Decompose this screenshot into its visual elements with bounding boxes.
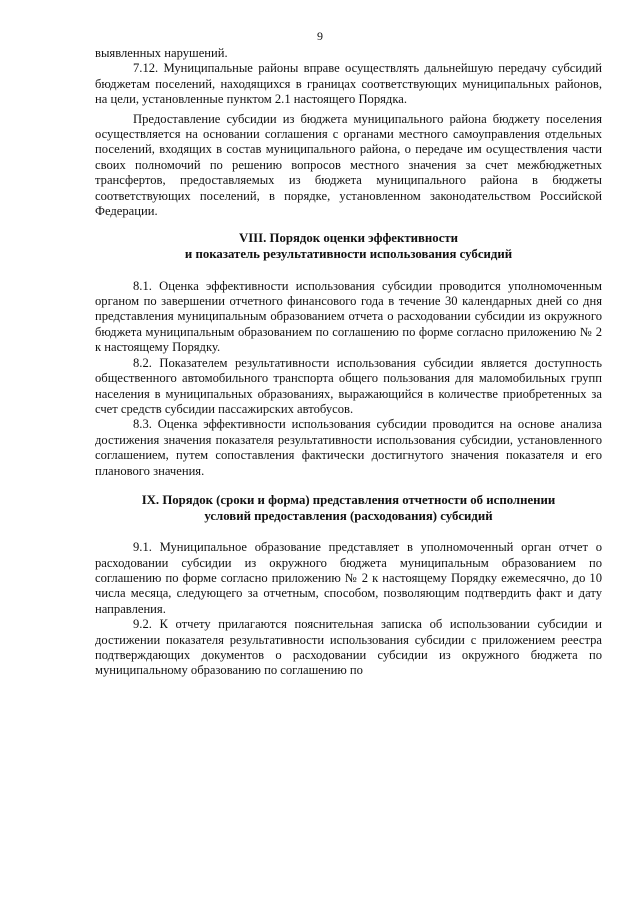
document-body bbox=[95, 46, 602, 679]
paragraph-7-12: 7.12. Муниципальные районы вправе осуществлять дальнейшую передачу субсидий бюджетам поселений, находящихся в границах соответствующих муниципальных районов, на цели, установленные пунктом 2.1 настоящего Порядка. bbox=[95, 61, 602, 107]
paragraph-8-1: 8.1. Оценка эффективности использования субсидии проводится уполномоченным органом по завершении отчетного финансового года в течение 30 календарных дней со дня представления муниципальным образованием отчета о расходовании субсидии из окружного бюджета муниципальным образованием по соглашению по форме согласно приложению № 2 к настоящему Порядку. bbox=[95, 278, 602, 355]
paragraph-9-2: 9.2. К отчету прилагаются пояснительная записка об использовании субсидии и достижении показателя результативности использования субсидии с приложением реестра подтверждающих документов о расходовании субсидии из окружного бюджета по муниципальному образованию по соглашению по bbox=[95, 617, 602, 678]
section-heading-9-line1: IX. Порядок (сроки и форма) представления отчетности об исполнении bbox=[141, 492, 556, 507]
section-heading-9 bbox=[95, 493, 602, 524]
paragraph-9-1: 9.1. Муниципальное образование представляет в уполномоченный орган отчет о расходовании субсидии из окружного бюджета муниципальным образованием по соглашению по форме согласно приложению № 2 к настоящему Порядку ежемесячно, до 10 числа месяца, следующего за отчетным, способом, позволяющим подтвердить факт и дату направления. bbox=[95, 540, 602, 616]
section-heading-8 bbox=[95, 231, 602, 262]
section-heading-8-line2: и показатель результативности использования субсидий bbox=[184, 247, 513, 262]
paragraph-8-3: 8.3. Оценка эффективности использования субсидии проводится на основе анализа достижения значения показателя результативности использования субсидии, установленного соглашением, путем сопоставления фактически достигнутого значения показателя и его планового значения. bbox=[95, 417, 602, 478]
page-number: 9 bbox=[317, 29, 323, 43]
section-heading-8-line1: VIII. Порядок оценки эффективности bbox=[238, 231, 459, 246]
section-heading-9-line2: условий предоставления (расходования) субсидий bbox=[204, 508, 493, 523]
paragraph-continuation: выявленных нарушений. bbox=[95, 46, 228, 60]
paragraph-subsidy-provision: Предоставление субсидии из бюджета муниципального района бюджету поселения осуществляется на основании соглашения с органами местного самоуправления отдельных поселений, входящих в состав муниципального района, о передаче им осуществления части своих полномочий по решению вопросов местного значения за счет межбюджетных трансфертов, предоставляемых из бюджета муниципального района в бюджеты соответствующих поселений, в порядке, установленном законодательством Российской Федерации. bbox=[95, 111, 602, 219]
paragraph-8-2: 8.2. Показателем результативности использования субсидии является доступность общественного автомобильного транспорта общего пользования для маломобильных групп населения в муниципальных образованиях, выражающийся в количестве приобретенных за счет средств субсидии пассажирских автобусов. bbox=[95, 355, 602, 416]
